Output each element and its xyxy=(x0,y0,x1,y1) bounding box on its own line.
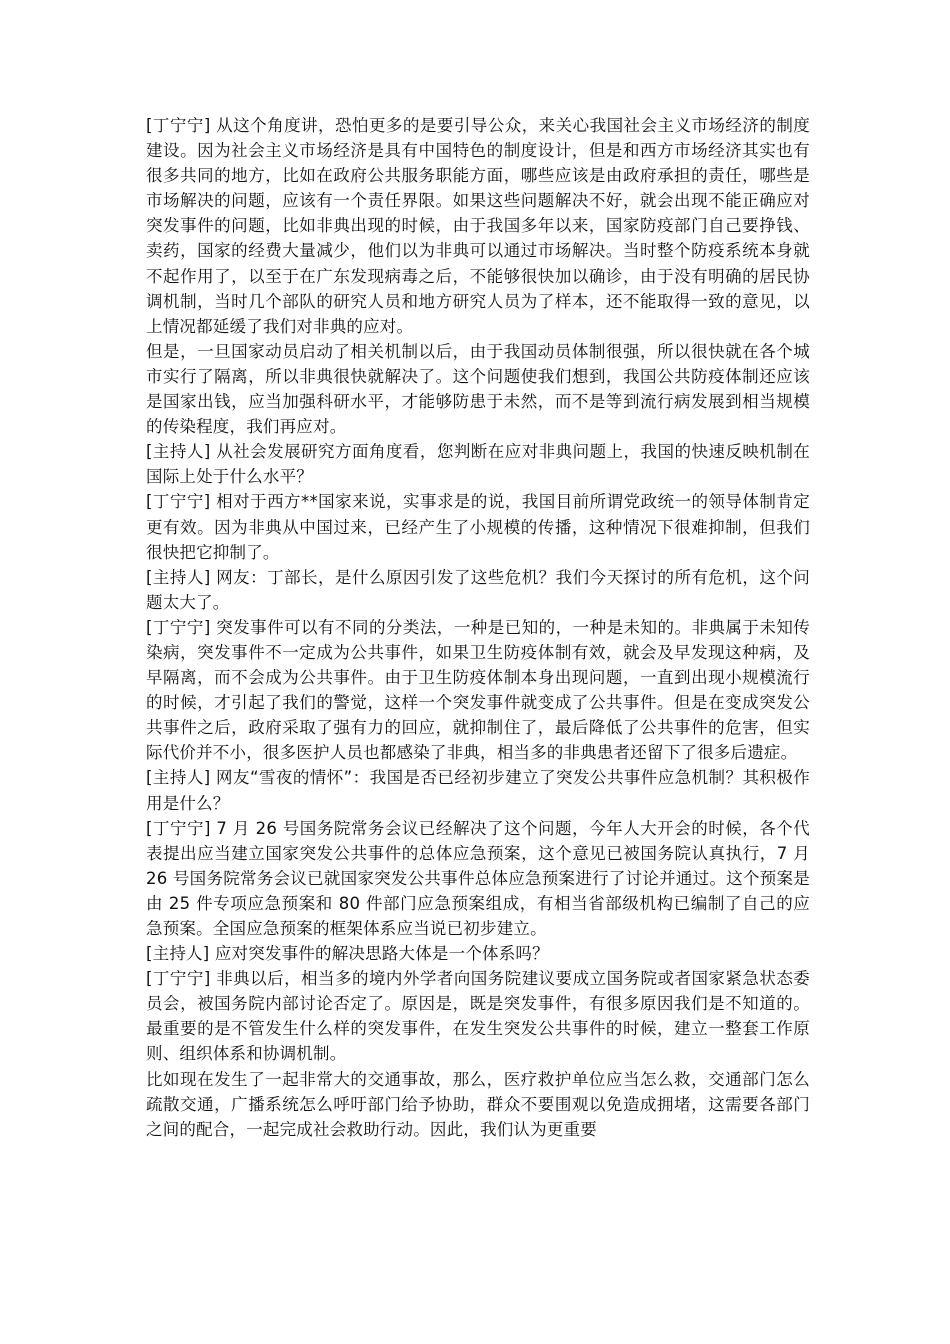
paragraph-host-question-mechanism: [主持人] 网友“雪夜的情怀”：我国是否已经初步建立了突发公共事件应急机制？其积极作用是什么？ xyxy=(146,768,810,813)
paragraph-ding-after-sars: [丁宁宁] 非典以后，相当多的境内外学者向国务院建议要成立国务院或者国家紧急状态委员会，被国务院内部讨论否定了。原因是，既是突发事件，有很多原因我们是不知道的。最重要的是不管发生什么样的突发事件，在发生突发公共事件的时候，建立一整套工作原则、组织体系和协调机制。 xyxy=(146,969,810,1064)
document-body xyxy=(146,113,810,1142)
paragraph-ding-leadership-system: [丁宁宁] 相对于西方**国家来说，实事求是的说，我国目前所谓党政统一的领导体制肯定更有效。因为非典从中国过来，已经产生了小规模的传播，这种情况下很难抑制，但我们很快把它抑制了。 xyxy=(146,492,810,562)
paragraph-traffic-accident-example: 比如现在发生了一起非常大的交通事故，那么，医疗救护单位应当怎么救，交通部门怎么疏散交通，广播系统怎么呼吁部门给予协助，群众不要围观以免造成拥堵，这需要各部门之间的配合，一起完成社会救助行动。因此，我们认为更重要 xyxy=(146,1069,810,1139)
paragraph-ding-emergency-classification: [丁宁宁] 突发事件可以有不同的分类法，一种是已知的，一种是未知的。非典属于未知传染病，突发事件不一定成为公共事件，如果卫生防疫体制有效，就会及早发现这种病，及早隔离，而不会成为公共事件。由于卫生防疫体制本身出现问题，一直到出现小规模流行的时候，才引起了我们的警觉，这样一个突发事件就变成了公共事件。但是在变成突发公共事件之后，政府采取了强有力的回应，就抑制住了，最后降低了公共事件的危害，但实际代价并不小，很多医护人员也都感染了非典，相当多的非典患者还留下了很多后遗症。 xyxy=(146,617,810,763)
paragraph-ding-market-economy: [丁宁宁] 从这个角度讲，恐怕更多的是要引导公众，来关心我国社会主义市场经济的制度建设。因为社会主义市场经济是具有中国特色的制度设计，但是和西方市场经济其实也有很多共同的地方，比如在政府公共服务职能方面，哪些应该是由政府承担的责任，哪些是市场解决的问题，应该有一个责任界限。如果这些问题解决不好，就会出现不能正确应对突发事件的问题，比如非典出现的时候，由于我国多年以来，国家防疫部门自己要挣钱、卖药，国家的经费大量减少，他们以为非典可以通过市场解决。当时整个防疫系统本身就不起作用了，以至于在广东发现病毒之后，不能够很快加以确诊，由于没有明确的居民协调机制，当时几个部队的研究人员和地方研究人员为了样本，还不能取得一致的意见，以上情况都延缓了我们对非典的应对。 xyxy=(146,116,810,336)
paragraph-host-question-causes: [主持人] 网友：丁部长，是什么原因引发了这些危机？我们今天探讨的所有危机，这个问题太大了。 xyxy=(146,567,810,612)
paragraph-host-question-system: [主持人] 应对突发事件的解决思路大体是一个体系吗？ xyxy=(146,944,549,964)
paragraph-mobilization: 但是，一旦国家动员启动了相关机制以后，由于我国动员体制很强，所以很快就在各个城市实行了隔离，所以非典很快就解决了。这个问题使我们想到，我国公共防疫体制还应该是国家出钱，应当加强科研水平，才能够防患于未然，而不是等到流行病发展到相当规模的传染程度，我们再应对。 xyxy=(146,341,810,437)
paragraph-ding-state-council: [丁宁宁] 7 月 26 号国务院常务会议已经解决了这个问题，今年人大开会的时候，各个代表提出应当建立国家突发公共事件的总体应急预案，这个意见已被国务院认真执行，7 月 26 号国务院常务会议已就国家突发公共事件总体应急预案进行了讨论并通过。这个预案是由 25 件专项应急预案和 80 件部门应急预案组成，有相当省部级机构已编制了自己的应急预案。全国应急预案的框架体系应当说已初步建立。 xyxy=(146,818,810,938)
paragraph-host-question-response-level: [主持人] 从社会发展研究方面角度看，您判断在应对非典问题上，我国的快速反映机制在国际上处于什么水平？ xyxy=(146,442,810,487)
